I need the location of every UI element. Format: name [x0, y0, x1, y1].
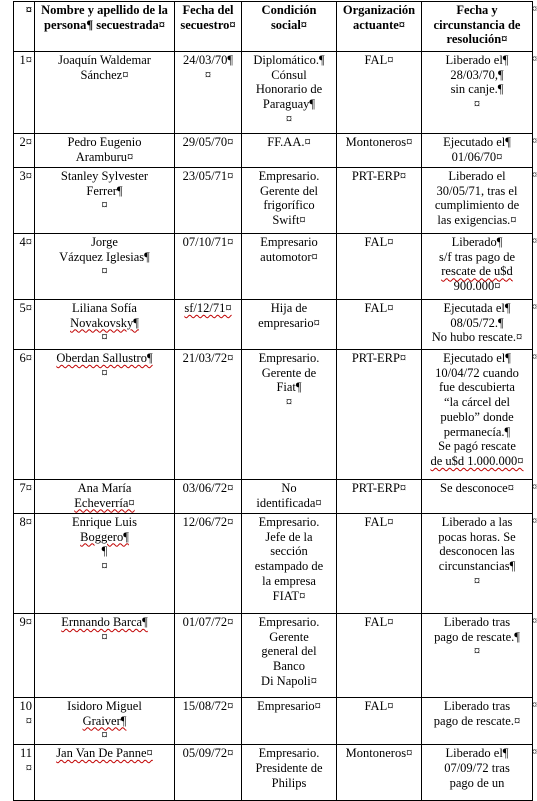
cell-line: Jan Van De Panne¤	[56, 746, 153, 761]
kidnap-date-cell	[175, 134, 242, 168]
cell-line: pago de rescate.¶	[434, 629, 520, 644]
organization-cell	[337, 514, 422, 614]
cell-line: 24/03/70¶	[182, 53, 234, 67]
cell-line: Se pagó rescate	[438, 439, 516, 454]
cell-line: Jorge	[91, 235, 118, 249]
cell-line: Honorario de	[255, 82, 323, 97]
resolution-cell	[422, 300, 533, 350]
cell-line: Swift¤	[272, 213, 306, 228]
person-name-cell	[35, 300, 175, 350]
kidnap-date-cell	[175, 480, 242, 514]
cell-line: Philips	[271, 775, 307, 790]
organization-cell	[337, 350, 422, 480]
cell-line: Ejecutada el¶	[443, 301, 511, 315]
table-row	[14, 614, 533, 698]
row-end-marker: ¤	[532, 700, 537, 711]
table-body	[14, 52, 533, 801]
cell-line: Oberdan Sallustro¶	[56, 351, 153, 365]
cell-line: 28/03/70,¶	[450, 67, 504, 82]
cell-line: Empresario¤	[257, 699, 321, 713]
cell-line: Liberado¶	[451, 235, 503, 249]
cell-line: Liberado tras	[443, 615, 511, 629]
cell-line: Diplomático.¶	[253, 53, 325, 67]
cell-line: 900.000¤	[453, 279, 501, 294]
cell-line: pueblo” donde	[440, 409, 514, 424]
cell-line: FIAT¤	[272, 588, 306, 603]
organization-cell	[337, 234, 422, 300]
cell-line: Liberado el¶	[445, 746, 509, 761]
header-resolution: Fecha y circunstancia de resolución¤	[422, 2, 533, 52]
header-organization: Organización actuante¤	[337, 2, 422, 52]
cell-line: Montoneros¤	[345, 746, 413, 761]
cell-line: ¤	[204, 67, 212, 82]
table-row	[14, 300, 533, 350]
header-name: Nombre y apellido de la persona¶ secuestrada¤	[35, 2, 175, 52]
cell-line: identificada¤	[256, 495, 322, 510]
social-condition-cell	[242, 350, 337, 480]
row-end-marker: ¤	[532, 616, 537, 627]
cell-line: PRT-ERP¤	[351, 351, 407, 365]
cell-line: Empresario.	[258, 169, 320, 183]
person-name-cell	[35, 514, 175, 614]
row-end-marker: ¤	[532, 54, 537, 65]
cell-line: desconocen las	[439, 544, 515, 559]
cell-line: ¤	[101, 264, 108, 279]
cell-line: Empresario	[260, 235, 318, 249]
cell-line: Gerente del	[260, 183, 318, 198]
cell-line: Liberado el¶	[445, 53, 509, 67]
row-end-marker: ¤	[532, 302, 537, 313]
cell-line: Di Napoli¤	[261, 673, 317, 688]
cell-line: ¤	[101, 330, 108, 345]
resolution-cell	[422, 134, 533, 168]
social-condition-cell	[242, 168, 337, 234]
organization-cell	[337, 745, 422, 801]
cell-line: Liberado a las	[441, 515, 513, 529]
cell-line: FF.AA.¤	[267, 135, 311, 149]
cell-line: Ejecutado el¶	[443, 351, 511, 365]
cell-line: sin canje.¶	[450, 82, 504, 97]
cell-line: PRT-ERP¤	[351, 481, 407, 495]
table-row	[14, 350, 533, 480]
cell-line: 03/06/72¤	[182, 481, 234, 495]
resolution-cell	[422, 234, 533, 300]
cell-line: estampado de	[254, 559, 324, 574]
row-number-cell: 10¤	[14, 698, 35, 745]
cell-line: 15/08/72¤	[182, 699, 234, 713]
cell-line: 07/09/72 tras	[444, 760, 510, 775]
kidnap-date-cell	[175, 514, 242, 614]
header-number: ¤	[14, 2, 35, 52]
table-row	[14, 514, 533, 614]
organization-cell	[337, 300, 422, 350]
cell-line: pago de un	[449, 775, 505, 790]
cell-line: “la cárcel del	[444, 395, 510, 410]
organization-cell	[337, 614, 422, 698]
organization-cell	[337, 480, 422, 514]
row-number-cell: 4¤	[14, 234, 35, 300]
social-condition-cell	[242, 234, 337, 300]
person-name-cell	[35, 234, 175, 300]
social-condition-cell	[242, 480, 337, 514]
row-end-marker: ¤	[532, 4, 537, 15]
cell-line: Enrique Luis	[72, 515, 137, 529]
row-number-cell: 2¤	[14, 134, 35, 168]
kidnapping-table	[13, 1, 533, 801]
person-name-cell	[35, 350, 175, 480]
person-name-cell	[35, 52, 175, 134]
row-end-marker: ¤	[532, 352, 537, 363]
cell-line: ¤	[285, 111, 293, 126]
person-name-cell	[35, 614, 175, 698]
row-number-cell: 7¤	[14, 480, 35, 514]
cell-line: Vázquez Iglesias¶	[59, 249, 150, 264]
person-name-cell	[35, 745, 175, 801]
row-number-cell: 9¤	[14, 614, 35, 698]
cell-line: Ana María	[77, 481, 132, 495]
table-row	[14, 698, 533, 745]
cell-line: ¤	[473, 573, 481, 588]
person-name-cell	[35, 168, 175, 234]
cell-line: Presidente de	[255, 760, 323, 775]
cell-line: las exigencias.¤	[437, 213, 517, 228]
cell-line: Cónsul	[271, 67, 307, 82]
cell-line: Liberado el	[448, 169, 506, 183]
cell-line: 10/04/72 cuando	[435, 365, 519, 380]
row-number-cell: 1¤	[14, 52, 35, 134]
cell-line: ¤	[101, 728, 108, 743]
cell-line: automotor¤	[260, 249, 318, 264]
kidnap-date-cell	[175, 300, 242, 350]
social-condition-cell	[242, 134, 337, 168]
row-end-marker: ¤	[532, 170, 537, 181]
cell-line: Isidoro Miguel	[67, 699, 142, 713]
header-date: Fecha del secuestro¤	[175, 2, 242, 52]
cell-line: ¤	[285, 395, 293, 410]
cell-line: pocas horas. Se	[438, 529, 516, 544]
resolution-cell	[422, 52, 533, 134]
cell-line: general del	[261, 644, 317, 659]
resolution-cell	[422, 514, 533, 614]
cell-line: 12/06/72¤	[182, 515, 234, 529]
cell-line: Joaquín Waldemar	[58, 53, 151, 67]
row-number-cell: 6¤	[14, 350, 35, 480]
social-condition-cell	[242, 698, 337, 745]
table-row	[14, 168, 533, 234]
resolution-cell	[422, 480, 533, 514]
cell-line: Pedro Eugenio	[67, 135, 142, 149]
cell-line: No hubo rescate.¤	[431, 330, 523, 345]
resolution-cell	[422, 168, 533, 234]
cell-line: 21/03/72¤	[182, 351, 234, 365]
cell-line: ¤	[101, 559, 108, 574]
header-condition: Condición social¤	[242, 2, 337, 52]
cell-line: Stanley Sylvester	[60, 169, 149, 183]
header-row	[14, 2, 533, 52]
cell-line: Paraguay¶	[262, 97, 316, 112]
row-number-cell: 5¤	[14, 300, 35, 350]
row-end-marker: ¤	[532, 482, 537, 493]
table-row	[14, 52, 533, 134]
table-row	[14, 134, 533, 168]
cell-line: fue descubierta	[438, 380, 515, 395]
kidnap-date-cell	[175, 52, 242, 134]
cell-line: ¤	[101, 198, 108, 213]
cell-line: 08/05/72.¶	[450, 315, 504, 330]
person-name-cell	[35, 134, 175, 168]
cell-line: Fiat¶	[276, 380, 302, 395]
social-condition-cell	[242, 300, 337, 350]
cell-line: FAL¤	[364, 235, 394, 249]
table-row	[14, 234, 533, 300]
social-condition-cell	[242, 745, 337, 801]
cell-line: FAL¤	[364, 301, 394, 315]
cell-line: Graiver¶	[82, 713, 127, 728]
cell-line: sf/12/71¤	[184, 301, 232, 315]
kidnap-date-cell	[175, 350, 242, 480]
cell-line: circunstancias¶	[438, 559, 516, 574]
cell-line: Jefe de la	[265, 529, 313, 544]
cell-line: No	[281, 481, 297, 495]
cell-line: Ejecutado el¶	[443, 135, 511, 149]
organization-cell	[337, 168, 422, 234]
cell-line: FAL¤	[364, 699, 394, 713]
cell-line: Sánchez¤	[80, 67, 129, 82]
cell-line: pago de rescate.¤	[433, 713, 521, 728]
social-condition-cell	[242, 52, 337, 134]
cell-line: 07/10/71¤	[182, 235, 234, 249]
cell-line: s/f tras pago de	[438, 249, 516, 264]
cell-line: Gerente	[269, 629, 309, 644]
cell-line: de u$d 1.000.000¤	[430, 453, 524, 468]
social-condition-cell	[242, 514, 337, 614]
kidnap-date-cell	[175, 168, 242, 234]
cell-line: Gerente de	[261, 365, 317, 380]
cell-line: Boggero¶	[80, 529, 129, 544]
resolution-cell	[422, 614, 533, 698]
cell-line: Liliana Sofía	[72, 301, 137, 315]
kidnap-date-cell	[175, 614, 242, 698]
resolution-cell	[422, 745, 533, 801]
row-number-cell: 3¤	[14, 168, 35, 234]
cell-line: ¤	[473, 97, 481, 112]
row-number-cell: 8¤	[14, 514, 35, 614]
cell-line: ¤	[101, 365, 108, 380]
cell-line: 30/05/71, tras el	[436, 183, 518, 198]
cell-line: 29/05/70¤	[182, 135, 234, 149]
cell-line: 01/06/70¤	[451, 149, 503, 164]
cell-line: cumplimiento de	[434, 198, 520, 213]
person-name-cell	[35, 480, 175, 514]
cell-line: Banco	[273, 659, 305, 674]
cell-line: Montoneros¤	[345, 135, 413, 149]
cell-line: FAL¤	[364, 515, 394, 529]
cell-line: la empresa	[262, 573, 316, 588]
organization-cell	[337, 134, 422, 168]
row-end-marker: ¤	[532, 516, 537, 527]
table-row	[14, 480, 533, 514]
cell-line: 05/09/72¤	[182, 746, 234, 761]
cell-line: FAL¤	[364, 53, 394, 67]
cell-line: ¶	[101, 544, 108, 559]
cell-line: Ferrer¶	[86, 183, 123, 198]
kidnap-date-cell	[175, 698, 242, 745]
kidnap-date-cell	[175, 745, 242, 801]
cell-line: Empresario.	[258, 515, 320, 529]
table-row	[14, 745, 533, 801]
organization-cell	[337, 698, 422, 745]
cell-line: Empresario.	[258, 351, 320, 365]
cell-line: Hija de	[270, 301, 308, 315]
cell-line: Ernnando Barca¶	[61, 615, 148, 629]
row-end-marker: ¤	[532, 136, 537, 147]
cell-line: PRT-ERP¤	[351, 169, 407, 183]
cell-line: Empresario.	[258, 615, 320, 629]
person-name-cell	[35, 698, 175, 745]
cell-line: Aramburu¤	[75, 149, 134, 164]
row-number-cell: 11¤	[14, 745, 35, 801]
resolution-cell	[422, 350, 533, 480]
cell-line: 23/05/71¤	[182, 169, 234, 183]
cell-line: ¤	[101, 629, 108, 644]
row-end-marker: ¤	[532, 747, 537, 758]
social-condition-cell	[242, 614, 337, 698]
cell-line: permanecía.¶	[443, 424, 511, 439]
cell-line: Echeverría¤	[74, 495, 135, 510]
row-end-marker: ¤	[532, 236, 537, 247]
cell-line: rescate de u$d	[441, 264, 513, 279]
cell-line: Novakovsky¶	[70, 315, 139, 330]
cell-line: 01/07/72¤	[182, 615, 234, 629]
cell-line: sección	[270, 544, 308, 559]
resolution-cell	[422, 698, 533, 745]
cell-line: Se desconoce¤	[440, 481, 514, 495]
cell-line: ¤	[473, 644, 481, 659]
cell-line: frigorífico	[263, 198, 315, 213]
cell-line: empresario¤	[258, 315, 320, 330]
cell-line: FAL¤	[364, 615, 394, 629]
cell-line: Empresario.	[258, 746, 320, 761]
kidnap-date-cell	[175, 234, 242, 300]
organization-cell	[337, 52, 422, 134]
cell-line: Liberado tras	[443, 699, 511, 713]
